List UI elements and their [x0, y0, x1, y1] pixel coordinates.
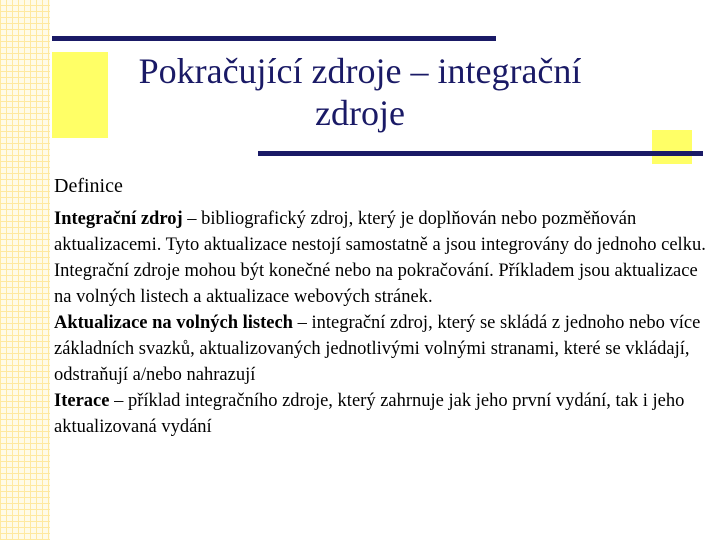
- definition-term: Integrační zdroj: [54, 209, 183, 229]
- title-left-accent: [52, 52, 108, 138]
- slide-title: Pokračující zdroje – integrační zdroje: [138, 51, 582, 133]
- definition-aktualizace: [54, 310, 714, 388]
- title-bottom-bar: [258, 151, 703, 156]
- section-heading: Definice: [54, 175, 123, 197]
- slide-content: [54, 174, 714, 440]
- title-right-accent: [652, 130, 692, 164]
- definition-term: Aktualizace na volných listech: [54, 313, 293, 333]
- definition-term: Iterace: [54, 391, 110, 411]
- decorative-grid-stripe: [0, 0, 50, 540]
- definition-integracni-zdroj: [54, 206, 714, 310]
- definition-text: – příklad integračního zdroje, který zahrnuje jak jeho první vydání, tak i jeho aktualizovaná vydání: [54, 391, 685, 437]
- definition-iterace: [54, 388, 714, 440]
- title-top-bar: [52, 36, 496, 41]
- definition-text: – integrační zdroj, který se skládá z jednoho nebo více základních svazků, aktualizovaných jednotlivými volnými stranami, které se vkládají, odstraňují a/nebo nahrazují: [54, 313, 701, 385]
- definition-text: – bibliografický zdroj, který je doplňován nebo pozměňován aktualizacemi. Tyto aktualizace nestojí samostatně a jsou integrovány do jednoho celku. Integrační zdroje mohou být konečné nebo na pokračování. Příkladem jsou aktualizace na volných listech a aktualizace webových stránek.: [54, 209, 706, 307]
